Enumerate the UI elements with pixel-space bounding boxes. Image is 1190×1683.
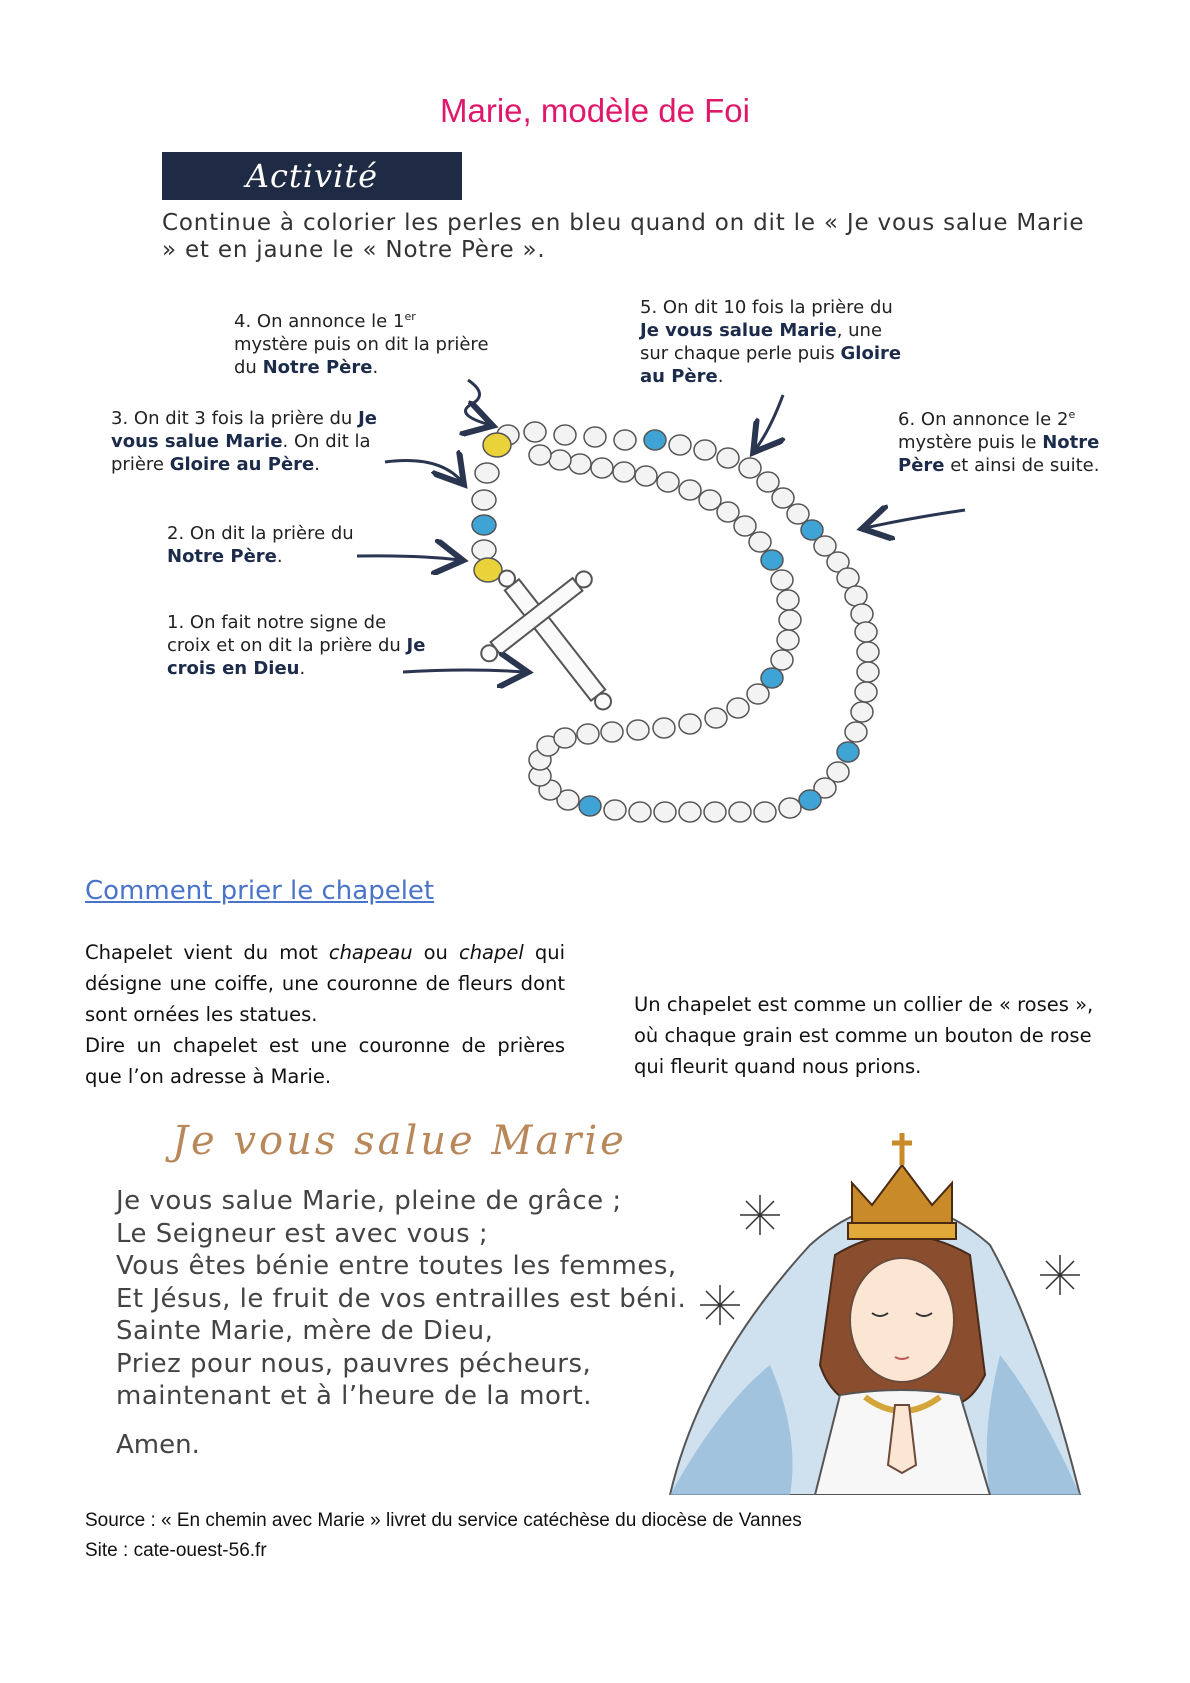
bead-yellow [483,433,511,457]
prayer-line: Priez pour nous, pauvres pécheurs, [116,1348,592,1379]
bead-white [679,802,701,822]
bead-white [694,440,716,460]
bead-white [524,422,546,442]
bead-white [554,425,576,445]
bead-blue [837,742,859,762]
step-text: . [372,357,379,378]
bead-white [699,490,721,510]
step-number: 2. [167,523,185,544]
bead-white [584,427,606,447]
bead-white [837,568,859,588]
bead-white [475,463,499,483]
bead-white [771,650,793,670]
bead-white [734,516,756,536]
bead-blue [761,550,783,570]
face [850,1258,954,1382]
paragraph-italic: chapel [458,941,524,964]
step-text: , une sur chaque perle puis [640,320,883,364]
bead-white [604,800,626,820]
bead-white [855,622,877,642]
step-bold: Gloire au Père [169,454,315,475]
bead-blue [644,430,666,450]
bead-white [749,532,771,552]
prayer-line: Le Seigneur est avec vous ; [116,1218,489,1249]
step-text: et ainsi de suite. [944,455,1100,476]
bead-white [472,540,496,560]
prayer-line: Sainte Marie, mère de Dieu, [116,1316,494,1346]
arrow-step-2 [357,556,460,560]
step-number: 4. [234,311,252,332]
prayer-line: Vous êtes bénie entre toutes les femmes, [116,1251,677,1281]
bead-white [779,610,801,630]
bead-white [679,714,701,734]
step-text: On annonce le 2 [920,409,1069,430]
arrow-step-5 [755,395,783,450]
activity-instruction: Continue à colorier les perles en bleu quand on dit le « Je vous salue Marie » et en jaune le « Notre Père ». [162,210,1085,263]
prayer-title: Je vous salue Marie [172,1118,627,1164]
bead-yellow [474,558,502,582]
bead-white [851,702,873,722]
prayer-line: Je vous salue Marie, pleine de grâce ; [116,1186,622,1216]
step-text: . [717,366,724,387]
bead-blue [579,796,601,816]
prayer-line: maintenant et à l’heure de la mort. [116,1381,593,1411]
bead-white [635,466,657,486]
virgin-mary-illustration [640,1105,1100,1495]
step-number: 1. [167,612,185,633]
step-text: On fait notre signe de croix et on dit la prière du [167,612,407,656]
bead-white [845,586,867,606]
step-text: mystère puis on dit la prière du [234,334,489,378]
bead-white [629,802,651,822]
bead-white [855,682,877,702]
page-title: Marie, modèle de Foi [440,92,750,129]
arrow-step-4 [466,380,491,425]
bead-white [771,570,793,590]
bead-blue [472,515,496,535]
step-number: 5. [640,297,658,318]
bead-white [727,698,749,718]
paragraph-text: qui désigne une coiffe, une couronne de fleurs dont sont ornées les statues. [85,941,566,1026]
bead-white [529,445,551,465]
bead-white [679,480,701,500]
step-text: On annonce le 1 [256,311,405,332]
step-number: 6. [898,409,916,430]
step-bold: Je vous salue Marie [111,408,377,452]
bead-white [653,718,675,738]
step-sup: er [404,310,416,323]
bead-white [857,642,879,662]
bead-white [654,802,676,822]
bead-blue [799,790,821,810]
bead-white [627,720,649,740]
bead-white [729,802,751,822]
bead-white [757,472,779,492]
crown-icon [848,1133,956,1239]
step-bold: Gloire au Père [640,343,902,387]
arrow-step-1 [403,670,525,672]
step-text: . [299,658,306,679]
bead-white [704,802,726,822]
bead-white [601,722,623,742]
bead-white [669,435,691,455]
prayer-amen: Amen. [116,1430,200,1460]
bead-white [569,454,591,474]
activity-banner [162,152,462,200]
step-bold: Je vous salue Marie [640,320,837,341]
paragraph-text: Chapelet vient du mot [85,941,329,964]
bead-white [657,472,679,492]
step-number: 3. [111,408,129,429]
paragraph-left [85,937,565,1092]
bead-white [577,724,599,744]
arrow-step-3 [385,461,462,482]
step-text: On dit 10 fois la prière du [662,297,893,318]
bead-white [614,430,636,450]
bead-white [777,590,799,610]
bead-white [739,458,761,478]
step-text: . On dit la prière [111,431,371,475]
bead-white [857,662,879,682]
activity-label: Activité [245,157,379,195]
bead-white [554,728,576,748]
bead-white [851,604,873,624]
paragraph-italic: chapeau [328,941,413,964]
bead-white [549,450,571,470]
paragraph-right: Un chapelet est comme un collier de « roses », où chaque grain est comme un bouton de rose qui fleurit quand nous prions. [634,993,1094,1078]
bead-white [705,708,727,728]
step-sup: e [1068,408,1076,421]
section-heading: Comment prier le chapelet [85,876,435,906]
step-text: mystère puis le [898,432,1043,453]
step-bold: Notre Père [167,546,277,567]
step-bold: Je crois en Dieu [167,635,426,679]
bead-white [754,802,776,822]
step-bold: Notre Père [898,432,1100,476]
paragraph-text: ou [412,941,459,964]
step-bold: Notre Père [262,357,373,378]
step-text: On dit 3 fois la prière du [133,408,359,429]
step-text: . [276,546,283,567]
bead-white [591,458,613,478]
bead-white [845,722,867,742]
step-text: On dit la prière du [189,523,354,544]
paragraph-text: Dire un chapelet est une couronne de prières que l’on adresse à Marie. [85,1034,565,1088]
site-note: Site : cate-ouest-56.fr [85,1540,267,1561]
bead-white [613,462,635,482]
bead-white [717,448,739,468]
rosary-illustration [0,270,1190,840]
bead-white [779,798,801,818]
bead-blue [761,668,783,688]
step-text: . [314,454,320,475]
source-note: Source : « En chemin avec Marie » livret du service catéchèse du diocèse de Vannes [85,1510,802,1531]
bead-white [777,630,799,650]
bead-white [772,488,794,508]
arrow-step-6 [865,510,965,528]
prayer-text [116,1185,686,1413]
bead-white [472,490,496,510]
prayer-line: Et Jésus, le fruit de vos entrailles est béni. [116,1283,687,1314]
